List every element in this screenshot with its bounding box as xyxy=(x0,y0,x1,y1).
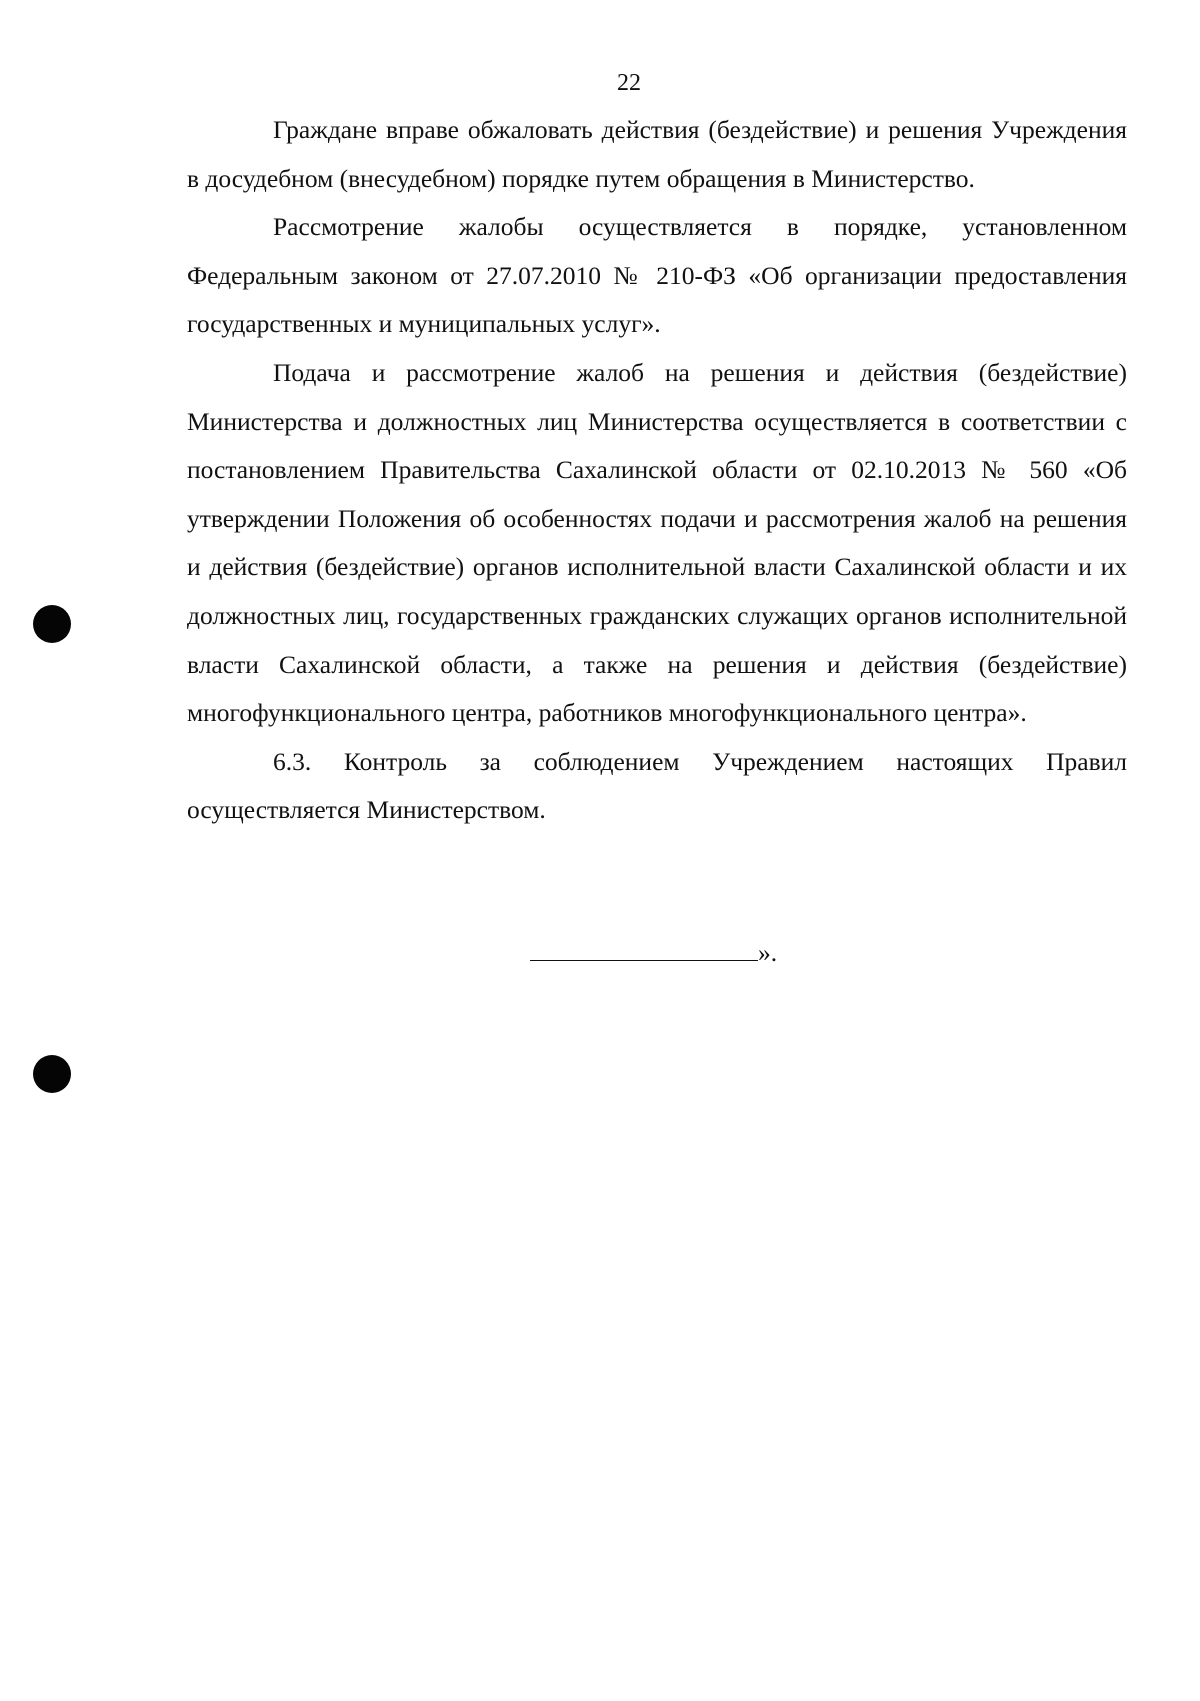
document-body xyxy=(187,106,1127,835)
paragraph-control-clause: 6.3. Контроль за соблюдением Учреждением настоящих Правил осуществляется Министерством. xyxy=(187,746,1127,825)
paragraph-appeal-right: Граждане вправе обжаловать действия (бездействие) и решения Учреждения в досудебном (внесудебном) порядке путем обращения в Министерство. xyxy=(187,115,1127,193)
punch-hole-mark xyxy=(33,605,71,643)
closing-line xyxy=(530,933,777,973)
closing-underline xyxy=(530,938,758,961)
punch-hole-mark xyxy=(33,1055,71,1093)
closing-quote-mark: ». xyxy=(758,938,778,967)
page-number: 22 xyxy=(617,70,641,96)
paragraph-complaint-regulation: Подача и рассмотрение жалоб на решения и действия (бездействие) Министерства и должностных лиц Министерства осуществляется в соответствии с постановлением Правительства Сахалинской области от 02.10.2013 № 560 «Об утверждении Положения об особенностях подачи и рассмотрения жалоб на решения и действия (бездействие) органов исполнительной власти Сахалинской области и их должностных лиц, государственных гражданских служащих органов исполнительной власти Сахалинской области, а также на решения и действия (бездействие) многофункционального центра, работников многофункционального центра». xyxy=(187,357,1127,728)
paragraph-complaint-procedure: Рассмотрение жалобы осуществляется в порядке, установленном Федеральным законом от 27.07.2010 № 210-ФЗ «Об организации предоставления государственных и муниципальных услуг». xyxy=(187,212,1127,339)
